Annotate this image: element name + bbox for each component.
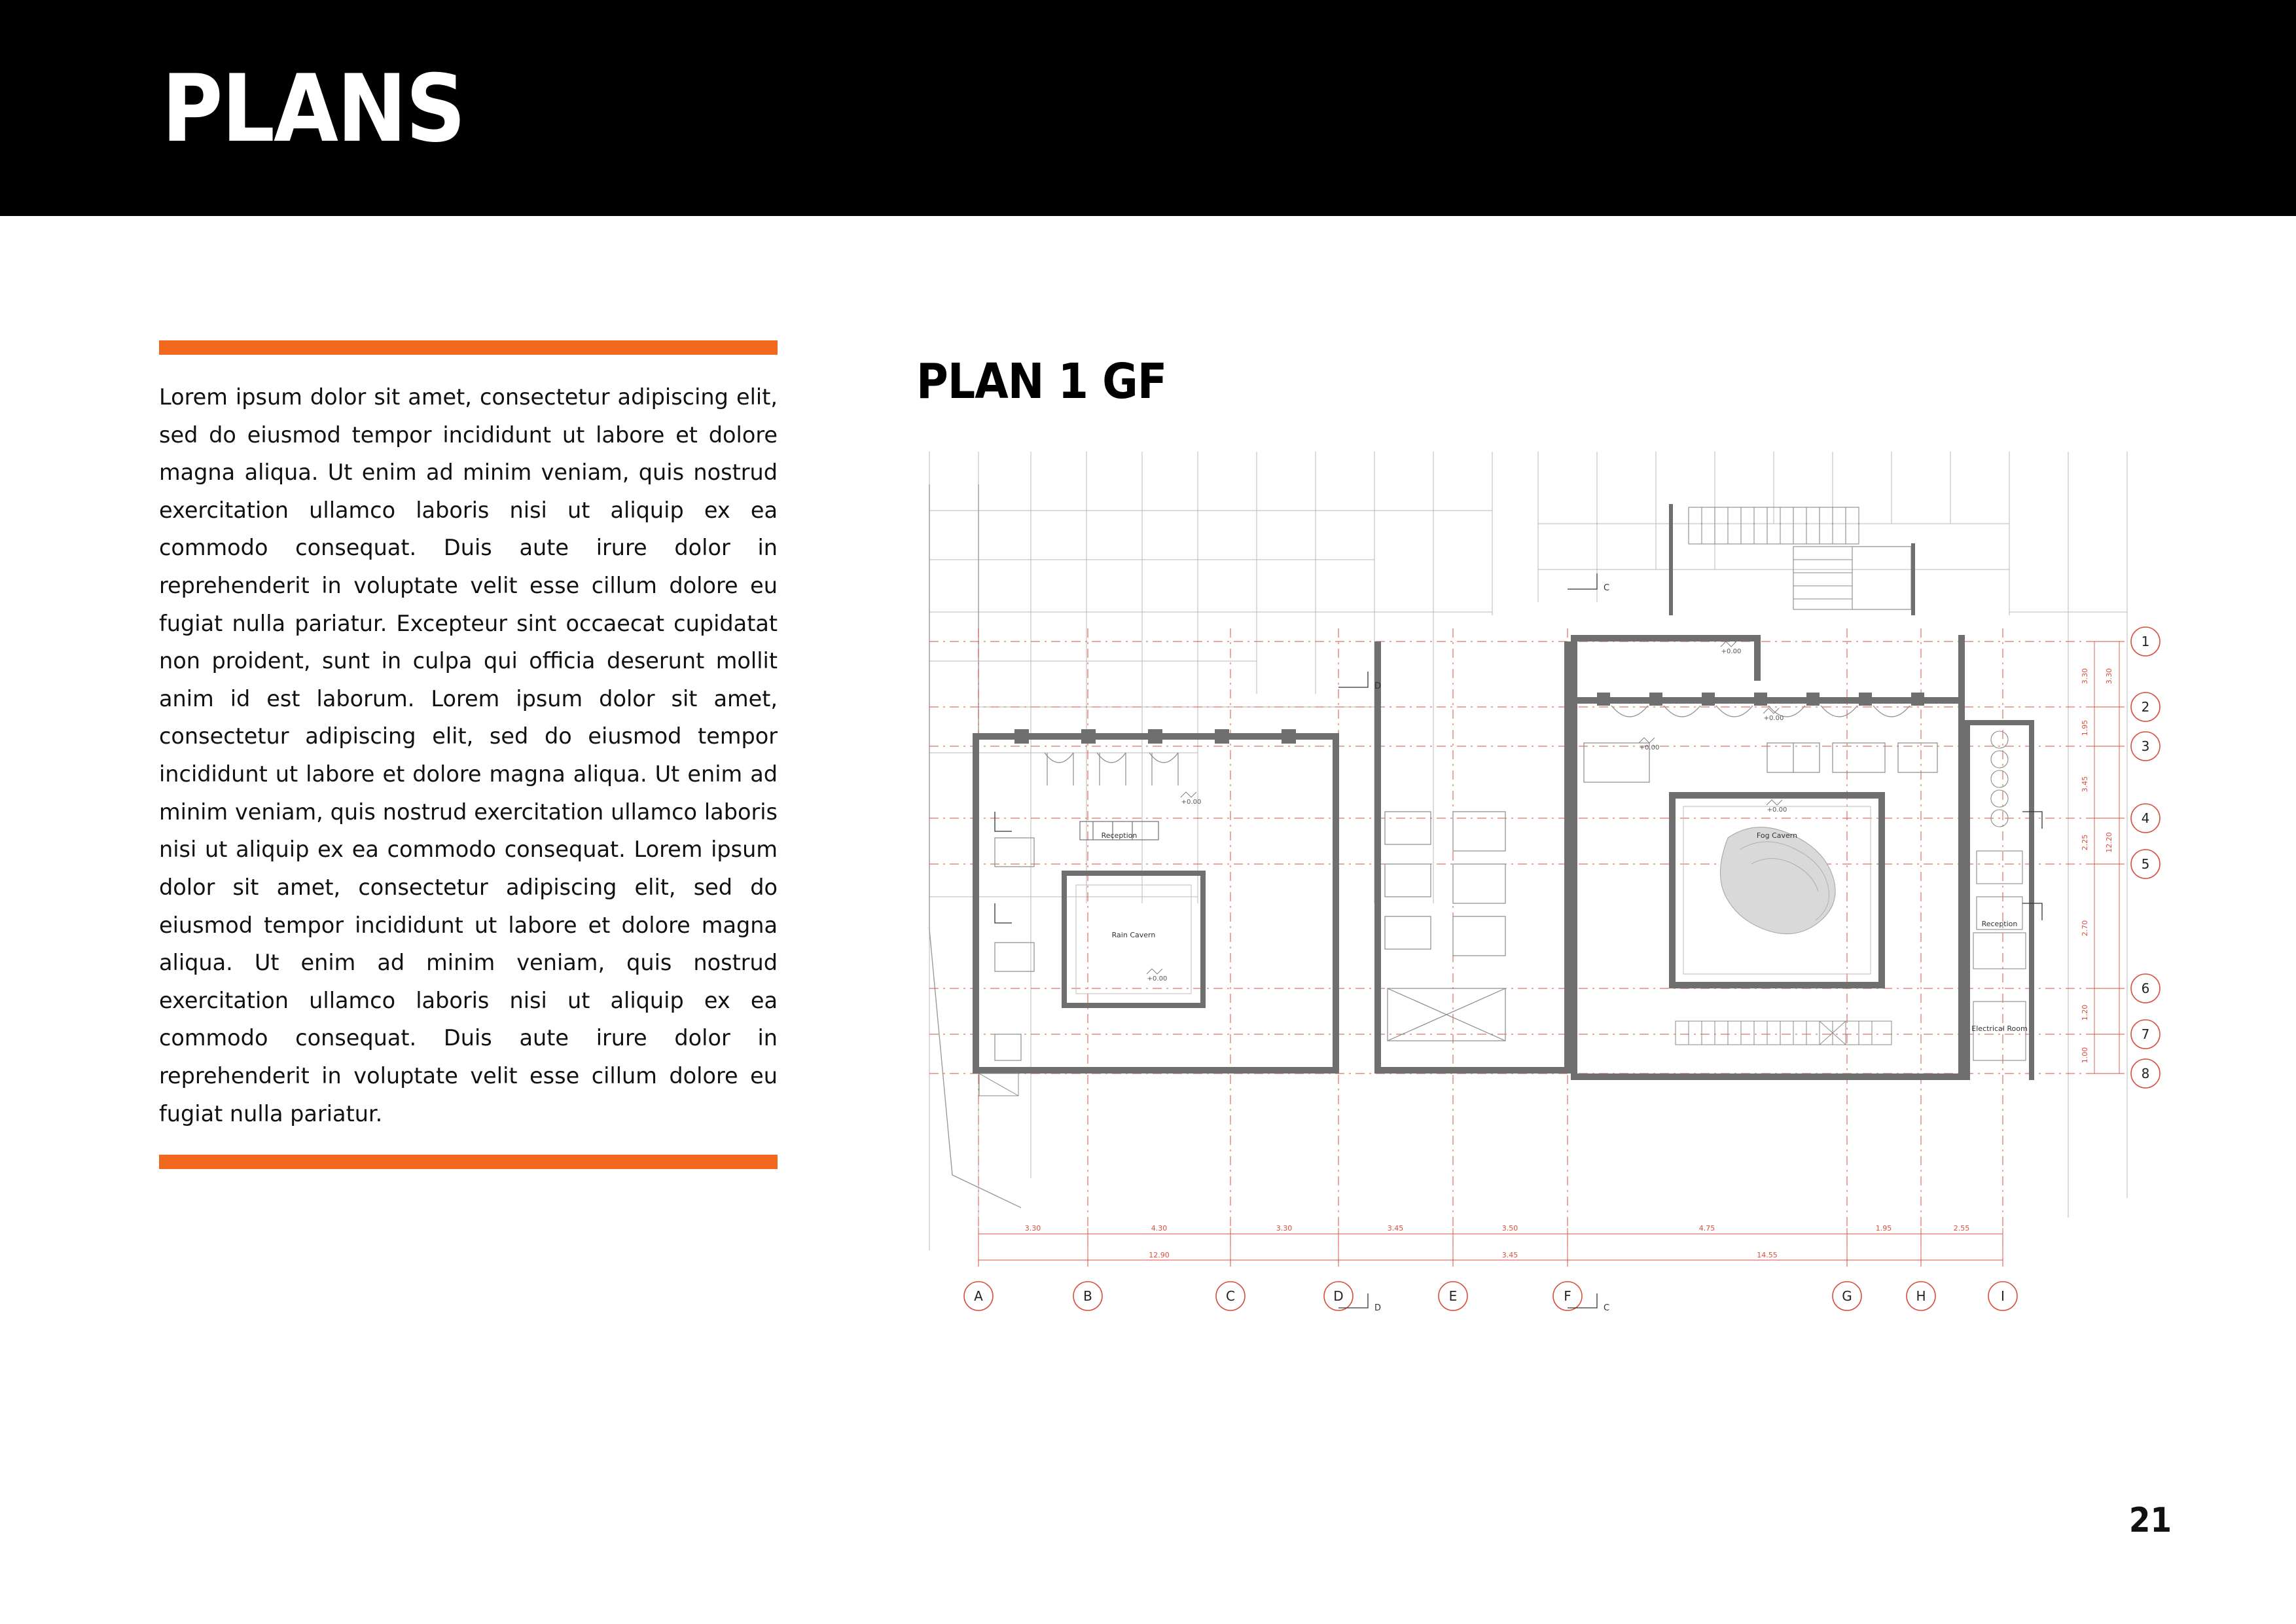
svg-text:1.95: 1.95 xyxy=(1875,1224,1892,1233)
svg-text:E: E xyxy=(1448,1288,1458,1304)
svg-text:D: D xyxy=(1333,1288,1344,1304)
svg-text:1.95: 1.95 xyxy=(2081,719,2089,736)
svg-text:+0.00: +0.00 xyxy=(1767,806,1787,814)
svg-text:3.30: 3.30 xyxy=(2105,668,2113,685)
body-paragraph: Lorem ipsum dolor sit amet, consectetur adipiscing elit, sed do eiusmod tempor incididunt ut labore et dolore magna aliqua. Ut enim ad minim veniam, quis nostrud exercitation ullamco laboris nisi ut aliquip ex ea commodo consequat. Duis aute irure dolor in reprehenderit in voluptate velit esse cillum dolore eu fugiat nulla pariatur. Excepteur sint occaecat cupidatat non proident, sunt in culpa qui officia deserunt mollit anim id est laborum. Lorem ipsum dolor sit amet, consectetur adipiscing elit, sed do eiusmod tempor incididunt ut labore et dolore magna aliqua. Ut enim ad minim veniam, quis nostrud exercitation ullamco laboris nisi ut aliquip ex ea commodo consequat. Lorem ipsum dolor sit amet, consectetur adipiscing elit, sed do eiusmod tempor incididunt ut labore et dolore magna aliqua. Ut enim ad minim veniam, quis nostrud exercitation ullamco laboris nisi ut aliquip ex ea commodo consequat. Duis aute irure dolor in reprehenderit in voluptate velit esse cillum dolore eu fugiat nulla pariatur. xyxy=(159,384,778,1127)
svg-text:+0.00: +0.00 xyxy=(1639,744,1660,751)
svg-text:B: B xyxy=(1083,1288,1092,1304)
svg-text:Rain Cavern: Rain Cavern xyxy=(1111,931,1156,939)
svg-text:2: 2 xyxy=(2141,699,2150,715)
header-band xyxy=(0,0,2296,216)
svg-text:12.20: 12.20 xyxy=(2105,832,2113,853)
svg-text:I: I xyxy=(2001,1288,2005,1304)
svg-text:8: 8 xyxy=(2141,1066,2150,1081)
svg-text:A: A xyxy=(974,1288,983,1304)
svg-text:+0.00: +0.00 xyxy=(1763,715,1784,722)
svg-text:D: D xyxy=(1374,1303,1382,1313)
svg-text:3.50: 3.50 xyxy=(1501,1224,1518,1233)
svg-text:F: F xyxy=(1564,1288,1571,1304)
left-text-column xyxy=(159,340,778,1169)
svg-text:Electrical Room: Electrical Room xyxy=(1971,1024,2028,1033)
accent-rule-bottom xyxy=(159,1155,778,1169)
svg-text:6: 6 xyxy=(2141,981,2150,996)
svg-text:2.25: 2.25 xyxy=(2081,834,2089,851)
svg-text:5: 5 xyxy=(2141,856,2150,872)
plan-title: PLAN 1 GF xyxy=(916,353,1167,410)
svg-text:3.45: 3.45 xyxy=(2081,776,2089,793)
svg-text:+0.00: +0.00 xyxy=(1181,799,1202,806)
page-title: PLANS xyxy=(162,55,465,163)
svg-text:Reception: Reception xyxy=(1101,831,1138,840)
svg-text:G: G xyxy=(1842,1288,1852,1304)
svg-text:C: C xyxy=(1604,583,1610,593)
accent-rule-top xyxy=(159,340,778,355)
svg-text:3.30: 3.30 xyxy=(2081,668,2089,685)
svg-text:12.90: 12.90 xyxy=(1149,1251,1170,1259)
plan-section xyxy=(916,340,2179,1362)
svg-text:1.00: 1.00 xyxy=(2081,1047,2089,1064)
svg-text:4.30: 4.30 xyxy=(1151,1224,1168,1233)
svg-text:1: 1 xyxy=(2141,634,2150,649)
svg-text:3.45: 3.45 xyxy=(1501,1251,1518,1259)
svg-text:4.75: 4.75 xyxy=(1698,1224,1715,1233)
floor-plan-drawing xyxy=(916,445,2179,1362)
svg-text:C: C xyxy=(1604,1303,1610,1313)
svg-text:Fog Cavern: Fog Cavern xyxy=(1756,831,1798,840)
page-number: 21 xyxy=(2128,1501,2172,1540)
svg-text:+0.00: +0.00 xyxy=(1721,648,1742,655)
svg-text:+0.00: +0.00 xyxy=(1147,975,1168,983)
svg-text:3.45: 3.45 xyxy=(1387,1224,1404,1233)
svg-text:2.70: 2.70 xyxy=(2081,920,2089,937)
svg-text:3.30: 3.30 xyxy=(1024,1224,1041,1233)
svg-text:3.30: 3.30 xyxy=(1276,1224,1293,1233)
svg-text:Reception: Reception xyxy=(1981,920,2018,928)
svg-text:7: 7 xyxy=(2141,1026,2150,1042)
svg-text:H: H xyxy=(1916,1288,1926,1304)
svg-text:D: D xyxy=(1374,681,1382,691)
svg-text:3: 3 xyxy=(2141,738,2150,754)
svg-text:4: 4 xyxy=(2141,810,2150,826)
svg-text:2.55: 2.55 xyxy=(1953,1224,1970,1233)
svg-text:14.55: 14.55 xyxy=(1757,1251,1778,1259)
svg-text:1.20: 1.20 xyxy=(2081,1004,2089,1021)
svg-text:C: C xyxy=(1226,1288,1235,1304)
